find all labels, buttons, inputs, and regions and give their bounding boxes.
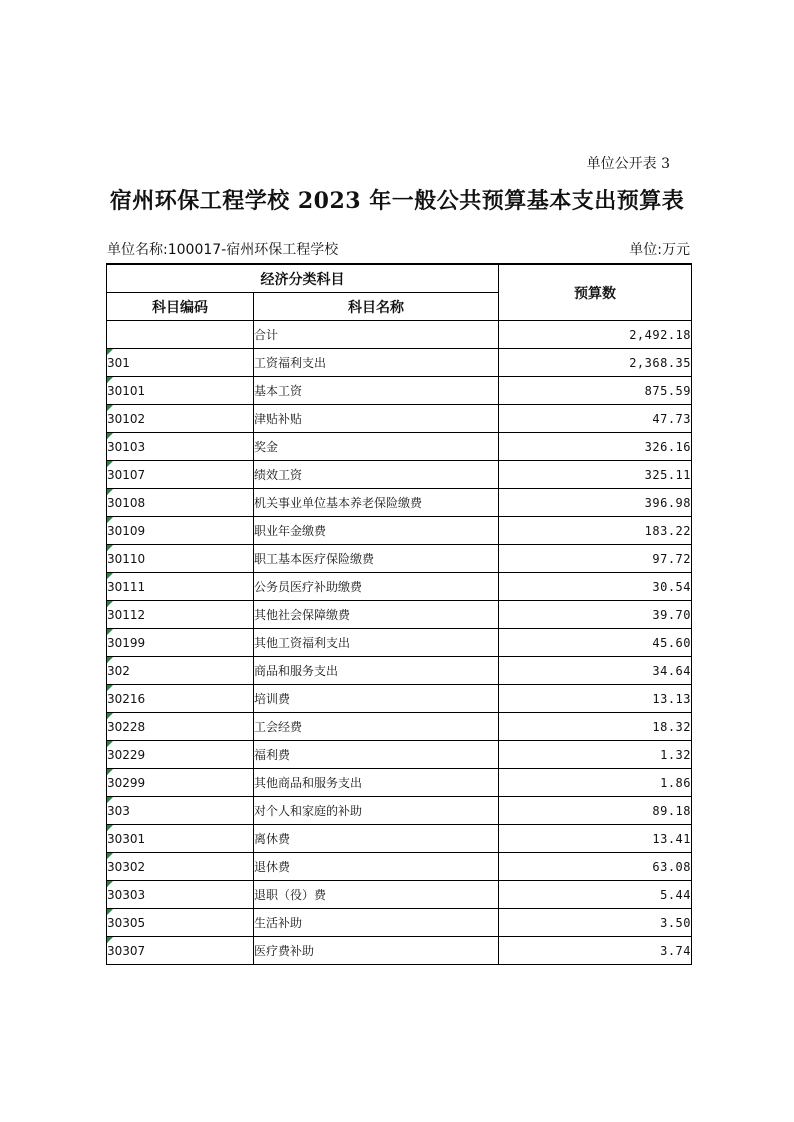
unit-measure: 单位:万元 xyxy=(629,242,690,258)
row-amount: 183.22 xyxy=(499,517,692,545)
row-amount: 34.64 xyxy=(499,657,692,685)
table-row xyxy=(107,461,692,489)
row-code: 30307 xyxy=(107,943,146,958)
row-code: 30301 xyxy=(107,831,146,846)
budget-table xyxy=(106,263,692,965)
row-code: 30302 xyxy=(107,859,146,874)
table-row xyxy=(107,545,692,573)
row-code-cell xyxy=(107,825,254,853)
row-amount: 89.18 xyxy=(499,797,692,825)
table-row xyxy=(107,601,692,629)
row-code: 301 xyxy=(107,355,130,370)
row-code: 30109 xyxy=(107,523,146,538)
row-name: 培训费 xyxy=(254,685,499,713)
table-row xyxy=(107,349,692,377)
row-amount: 45.60 xyxy=(499,629,692,657)
cell-comment-marker-icon xyxy=(107,601,113,607)
header-row-1 xyxy=(107,264,692,293)
row-name: 商品和服务支出 xyxy=(254,657,499,685)
table-row xyxy=(107,573,692,601)
row-amount: 5.44 xyxy=(499,881,692,909)
row-amount: 2,368.35 xyxy=(499,349,692,377)
row-name: 离休费 xyxy=(254,825,499,853)
table-row xyxy=(107,517,692,545)
row-name: 退休费 xyxy=(254,853,499,881)
table-row xyxy=(107,797,692,825)
row-code-cell xyxy=(107,489,254,517)
row-name: 其他商品和服务支出 xyxy=(254,769,499,797)
row-amount: 63.08 xyxy=(499,853,692,881)
cell-comment-marker-icon xyxy=(107,545,113,551)
row-code-cell xyxy=(107,517,254,545)
row-code: 30305 xyxy=(107,915,146,930)
cell-comment-marker-icon xyxy=(107,881,113,887)
row-code-cell xyxy=(107,881,254,909)
table-row xyxy=(107,937,692,965)
page-title: 宿州环保工程学校 2023 年一般公共预算基本支出预算表 xyxy=(109,188,685,214)
row-name: 职工基本医疗保险缴费 xyxy=(254,545,499,573)
row-name: 机关事业单位基本养老保险缴费 xyxy=(254,489,499,517)
row-amount: 13.13 xyxy=(499,685,692,713)
cell-comment-marker-icon xyxy=(107,937,113,943)
row-name: 其他工资福利支出 xyxy=(254,629,499,657)
row-code: 30112 xyxy=(107,607,146,622)
row-name: 对个人和家庭的补助 xyxy=(254,797,499,825)
row-amount: 13.41 xyxy=(499,825,692,853)
row-code: 30102 xyxy=(107,411,146,426)
row-code-cell xyxy=(107,937,254,965)
table-row xyxy=(107,685,692,713)
row-code: 30108 xyxy=(107,495,146,510)
row-name: 医疗费补助 xyxy=(254,937,499,965)
table-row xyxy=(107,881,692,909)
row-amount: 325.11 xyxy=(499,461,692,489)
row-name: 公务员医疗补助缴费 xyxy=(254,573,499,601)
row-amount: 39.70 xyxy=(499,601,692,629)
row-name: 其他社会保障缴费 xyxy=(254,601,499,629)
row-code-cell xyxy=(107,405,254,433)
row-code: 30107 xyxy=(107,467,146,482)
table-row xyxy=(107,741,692,769)
cell-comment-marker-icon xyxy=(107,685,113,691)
row-code: 30216 xyxy=(107,691,146,706)
table-row xyxy=(107,657,692,685)
row-amount: 2,492.18 xyxy=(499,321,692,349)
row-code-cell xyxy=(107,545,254,573)
table-row xyxy=(107,433,692,461)
cell-comment-marker-icon xyxy=(107,433,113,439)
row-code: 30110 xyxy=(107,551,146,566)
row-code: 30103 xyxy=(107,439,146,454)
table-row xyxy=(107,713,692,741)
row-code: 30303 xyxy=(107,887,146,902)
row-name: 合计 xyxy=(254,321,499,349)
cell-comment-marker-icon xyxy=(107,769,113,775)
row-code: 30299 xyxy=(107,775,146,790)
row-code-cell xyxy=(107,657,254,685)
row-name: 奖金 xyxy=(254,433,499,461)
row-amount: 97.72 xyxy=(499,545,692,573)
cell-comment-marker-icon xyxy=(107,741,113,747)
row-code: 30111 xyxy=(107,579,146,594)
row-code-cell xyxy=(107,713,254,741)
row-code-cell xyxy=(107,433,254,461)
row-code-cell xyxy=(107,377,254,405)
cell-comment-marker-icon xyxy=(107,405,113,411)
cell-comment-marker-icon xyxy=(107,461,113,467)
row-name: 福利费 xyxy=(254,741,499,769)
form-number: 单位公开表 3 xyxy=(586,156,670,172)
cell-comment-marker-icon xyxy=(107,825,113,831)
row-amount: 47.73 xyxy=(499,405,692,433)
row-amount: 396.98 xyxy=(499,489,692,517)
table-row xyxy=(107,909,692,937)
row-code-cell xyxy=(107,629,254,657)
header-category-group: 经济分类科目 xyxy=(107,264,499,293)
cell-comment-marker-icon xyxy=(107,517,113,523)
table-row xyxy=(107,321,692,349)
cell-comment-marker-icon xyxy=(107,573,113,579)
table-row xyxy=(107,405,692,433)
cell-comment-marker-icon xyxy=(107,377,113,383)
row-code: 30199 xyxy=(107,635,146,650)
row-amount: 18.32 xyxy=(499,713,692,741)
row-name: 退职（役）费 xyxy=(254,881,499,909)
table-row xyxy=(107,825,692,853)
row-name: 基本工资 xyxy=(254,377,499,405)
row-amount: 1.32 xyxy=(499,741,692,769)
row-amount: 3.74 xyxy=(499,937,692,965)
row-name: 职业年金缴费 xyxy=(254,517,499,545)
cell-comment-marker-icon xyxy=(107,349,113,355)
header-code: 科目编码 xyxy=(107,293,254,321)
row-code-cell xyxy=(107,461,254,489)
row-code-cell xyxy=(107,741,254,769)
row-amount: 875.59 xyxy=(499,377,692,405)
row-name: 生活补助 xyxy=(254,909,499,937)
row-code: 302 xyxy=(107,663,130,678)
row-code-cell xyxy=(107,685,254,713)
table-row xyxy=(107,629,692,657)
row-code: 303 xyxy=(107,803,130,818)
row-amount: 3.50 xyxy=(499,909,692,937)
row-code-cell xyxy=(107,769,254,797)
row-name: 工资福利支出 xyxy=(254,349,499,377)
row-amount: 30.54 xyxy=(499,573,692,601)
cell-comment-marker-icon xyxy=(107,713,113,719)
cell-comment-marker-icon xyxy=(107,489,113,495)
row-code-cell xyxy=(107,573,254,601)
cell-comment-marker-icon xyxy=(107,853,113,859)
row-amount: 326.16 xyxy=(499,433,692,461)
row-name: 绩效工资 xyxy=(254,461,499,489)
unit-name: 单位名称:100017-宿州环保工程学校 xyxy=(107,242,339,258)
cell-comment-marker-icon xyxy=(107,909,113,915)
table-row xyxy=(107,853,692,881)
row-code-cell xyxy=(107,853,254,881)
row-code-cell xyxy=(107,601,254,629)
table-row xyxy=(107,377,692,405)
row-name: 工会经费 xyxy=(254,713,499,741)
cell-comment-marker-icon xyxy=(107,657,113,663)
unit-info-row xyxy=(107,239,690,259)
row-name: 津贴补贴 xyxy=(254,405,499,433)
table-row xyxy=(107,769,692,797)
header-name: 科目名称 xyxy=(254,293,499,321)
row-amount: 1.86 xyxy=(499,769,692,797)
table-body xyxy=(107,321,692,965)
cell-comment-marker-icon xyxy=(107,797,113,803)
row-code: 30228 xyxy=(107,719,146,734)
cell-comment-marker-icon xyxy=(107,629,113,635)
row-code: 30101 xyxy=(107,383,146,398)
row-code-cell xyxy=(107,797,254,825)
row-code-cell xyxy=(107,321,254,349)
row-code: 30229 xyxy=(107,747,146,762)
header-amount: 预算数 xyxy=(499,264,692,321)
row-code-cell xyxy=(107,909,254,937)
row-code-cell xyxy=(107,349,254,377)
table-row xyxy=(107,489,692,517)
